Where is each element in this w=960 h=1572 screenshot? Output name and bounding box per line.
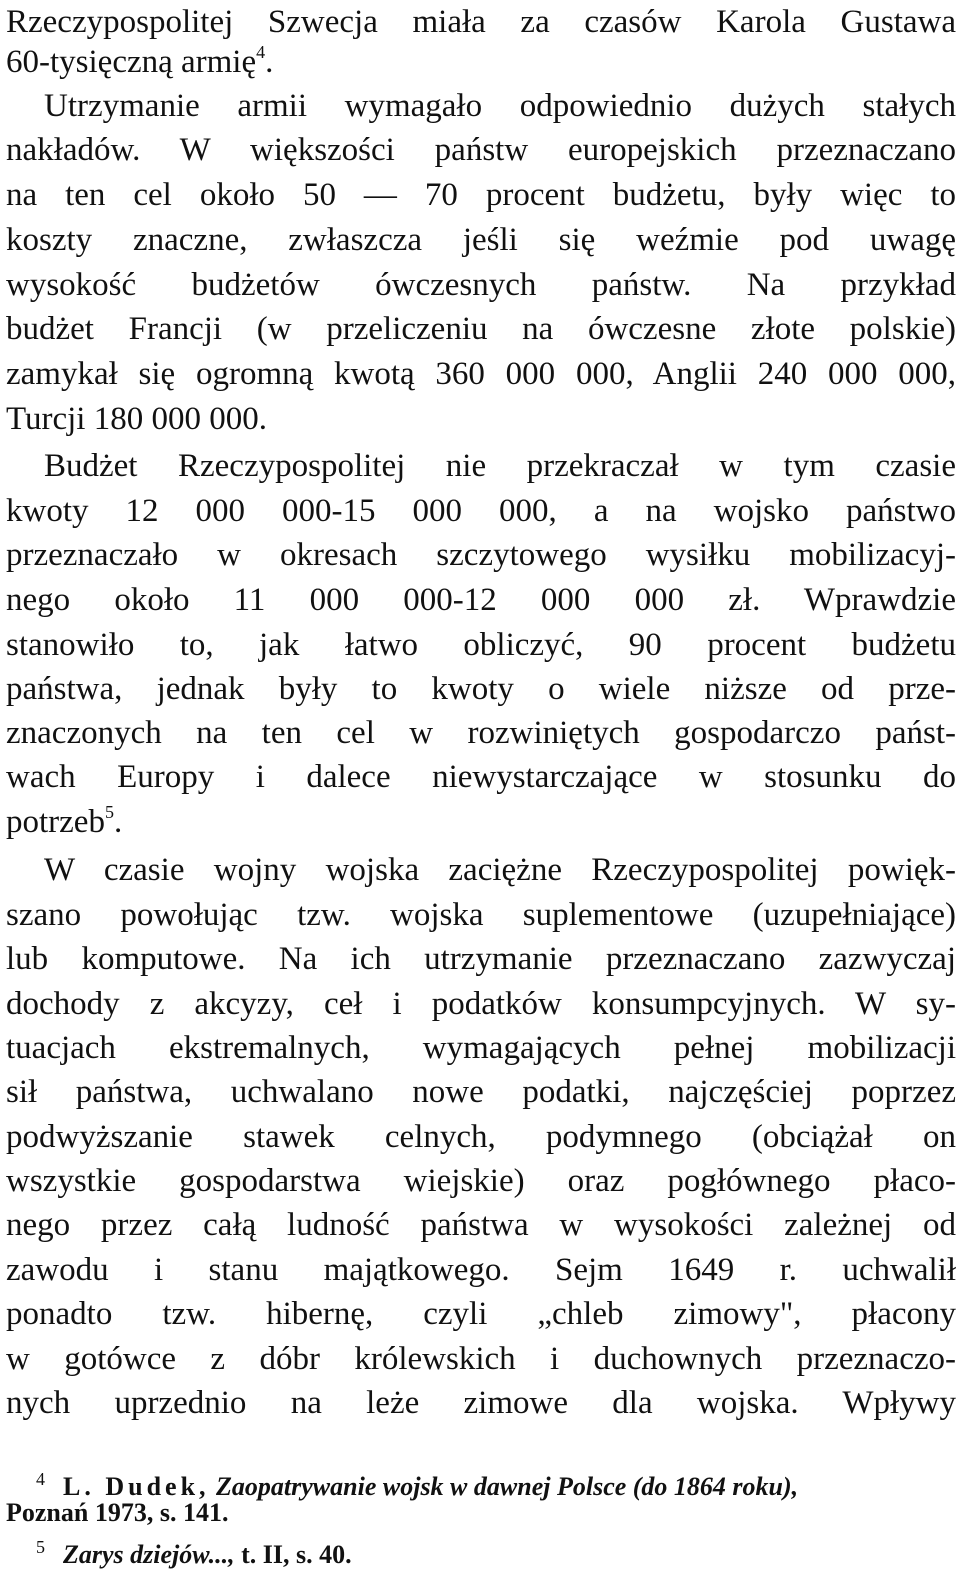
text-line: szano powołując tzw. wojska suplementowe (uzupełniające) [6, 897, 956, 933]
text-line: sił państwa, uchwalano nowe podatki, najczęściej poprzez [6, 1074, 956, 1110]
text-line: podwyższanie stawek celnych, podymnego (obciążał on [6, 1119, 956, 1155]
footnote-ref[interactable]: 4 [256, 42, 266, 62]
text-line: państwa, jednak były to kwoty o wiele niższe od prze- [6, 671, 956, 707]
text-line: zawodu i stanu majątkowego. Sejm 1649 r. uchwalił [6, 1252, 956, 1288]
text-line: koszty znaczne, zwłaszcza jeśli się weźmie pod uwagę [6, 222, 956, 258]
text-line: Rzeczypospolitej Szwecja miała za czasów Karola Gustawa [6, 4, 956, 40]
text-line: wszystkie gospodarstwa wiejskie) oraz pogłównego płaco- [6, 1163, 956, 1199]
text-line: nego około 11 000 000-12 000 000 zł. Wprawdzie [6, 582, 956, 618]
text-line: wysokość budżetów ówczesnych państw. Na przykład [6, 267, 956, 303]
text-line: nakładów. W większości państw europejskich przeznaczano [6, 132, 956, 168]
text-line: tuacjach ekstremalnych, wymagających pełnej mobilizacji [6, 1030, 956, 1066]
footnote-rest: t. II, s. 40. [241, 1540, 352, 1569]
footnote-number: 5 [36, 1537, 45, 1557]
text-line: znaczonych na ten cel w rozwiniętych gospodarczo państ- [6, 715, 956, 751]
text-line: dochody z akcyzy, ceł i podatków konsumpcyjnych. W sy- [6, 986, 956, 1022]
footnote-continuation [6, 1496, 956, 1530]
text-line: w gotówce z dóbr królewskich i duchownych przeznaczo- [6, 1341, 956, 1377]
text-line: nych uprzednio na leże zimowe dla wojska. Wpływy [6, 1385, 956, 1421]
text-line: stanowiło to, jak łatwo obliczyć, 90 procent budżetu [6, 627, 956, 663]
text-line: budżet Francji (w przeliczeniu na ówczesne złote polskie) [6, 311, 956, 347]
text-line: kwoty 12 000 000-15 000 000, a na wojsko państwo [6, 493, 956, 529]
text-line: potrzeb$^5$. [6, 802, 123, 840]
text-line: ponadto tzw. hibernę, czyli „chleb zimowy", płacony [6, 1296, 956, 1332]
text-line: Budżet Rzeczypospolitej nie przekraczał w tym czasie [44, 448, 956, 484]
text-line: 60-tysięczną armię$^4$. [6, 42, 274, 80]
footnote-ref[interactable]: 5 [104, 802, 114, 822]
footnote-number: 4 [36, 1469, 45, 1489]
text-line: W czasie wojny wojska zaciężne Rzeczypospolitej powięk- [44, 852, 956, 888]
text-line: przeznaczało w okresach szczytowego wysiłku mobilizacyj- [6, 537, 956, 573]
footnote [6, 1530, 956, 1572]
text-line: zamykał się ogromną kwotą 360 000 000, Anglii 240 000 000, [6, 356, 956, 392]
text-line: Turcji 180 000 000. [6, 401, 267, 437]
footnote-author: L. Dudek, [63, 1472, 210, 1501]
text-line: na ten cel około 50 — 70 procent budżetu, były więc to [6, 177, 956, 213]
text-line: lub komputowe. Na ich utrzymanie przeznaczano zazwyczaj [6, 941, 956, 977]
text-line: wach Europy i dalece niewystarczające w stosunku do [6, 759, 956, 795]
footnote-title: Zaopatrywanie wojsk w dawnej Polsce (do 1864 roku), [216, 1472, 799, 1501]
text-line: nego przez całą ludność państwa w wysokości zależnej od [6, 1207, 956, 1243]
footnote-rest: Poznań 1973, s. 141. [6, 1498, 229, 1527]
footnote-title: Zarys dziejów..., [63, 1540, 235, 1569]
text-line: Utrzymanie armii wymagało odpowiednio dużych stałych [44, 88, 956, 124]
